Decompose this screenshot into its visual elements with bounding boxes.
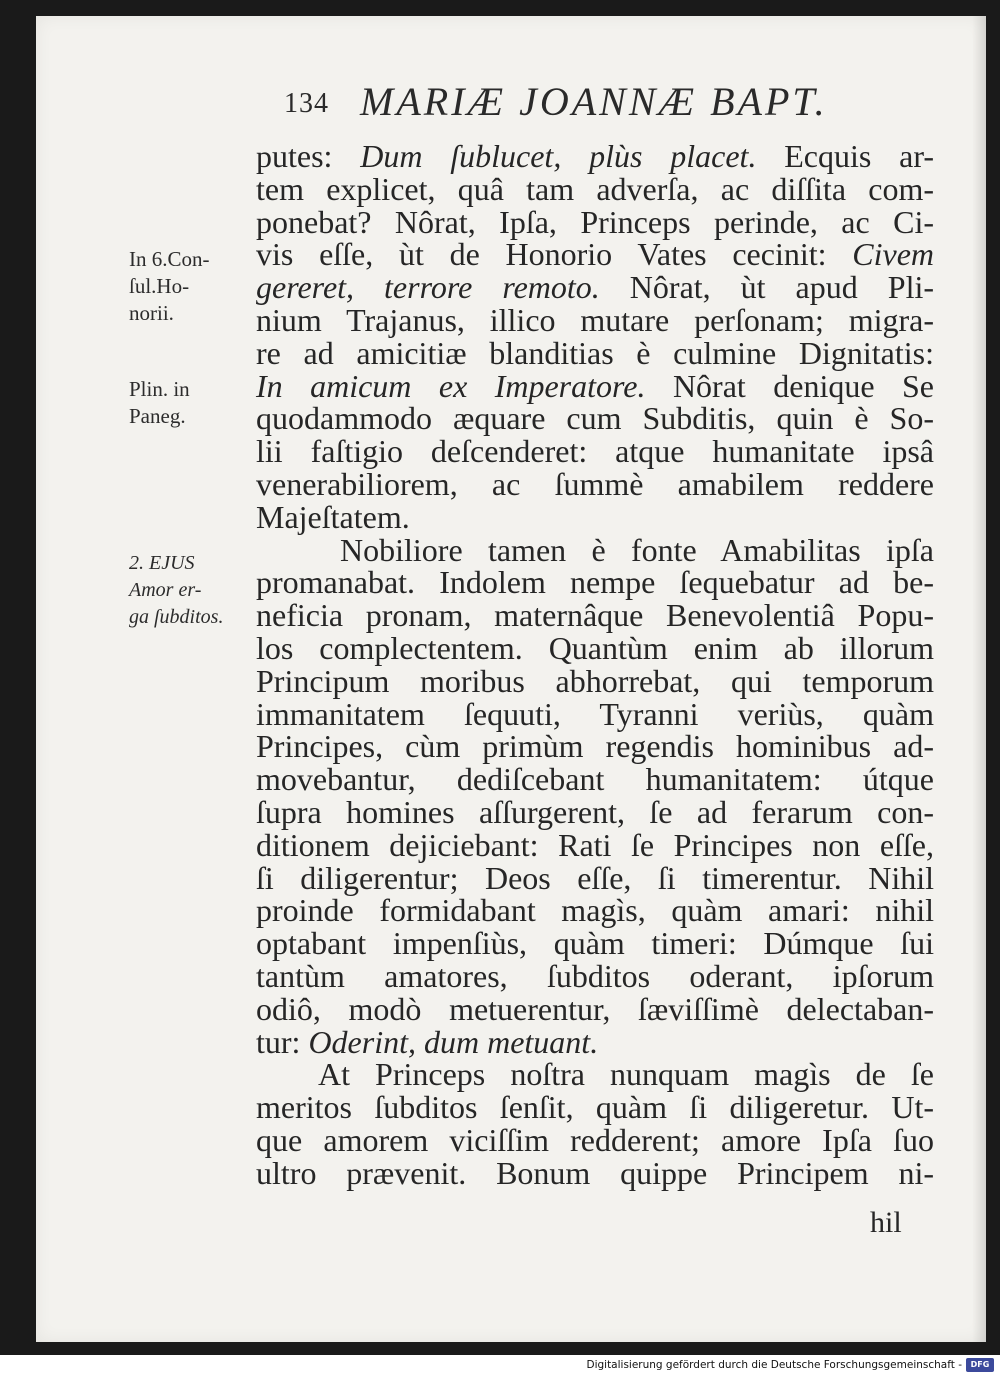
text-line: movebantur, dediſcebant humanitatem: útque	[256, 761, 934, 798]
marginal-note-line: 2. EJUS	[129, 552, 195, 574]
text-line: Principes, cùm primùm regendis hominibus ad-	[256, 728, 934, 765]
marginal-note-line: Amor er-	[129, 579, 202, 601]
text-line: tur: Oderint, dum metuant.	[256, 1023, 599, 1060]
footer-credit-text: Digitalisierung gefördert durch die Deutsche Forschungsgemeinschaft -	[586, 1359, 962, 1371]
catchword: hil	[870, 1206, 902, 1239]
marginal-note-consul-honorii	[129, 246, 210, 327]
text-line: tem explicet, quâ tam adverſa, ac diſſita com-	[256, 170, 934, 207]
marginal-note-plin-paneg	[129, 376, 190, 430]
marginal-note-line: Plin. in	[129, 377, 190, 401]
text-line: quodammodo æquare cum Subditis, quin è So-	[256, 400, 934, 437]
marginal-note-line: ga ſubditos.	[129, 606, 224, 628]
marginal-note-line: norii.	[129, 301, 174, 325]
text-line: re ad amicitiæ blanditias è culmine Dignitatis:	[256, 334, 934, 371]
text-line: tantùm amatores, ſubditos oderant, ipſorum	[256, 957, 934, 994]
text-line: gereret, terrore remoto. Nôrat, ùt apud Pli-	[256, 269, 935, 306]
text-line: Majeſtatem.	[256, 498, 410, 535]
text-line: ditionem dejiciebant: Rati ſe Principes non eſſe,	[256, 826, 934, 863]
text-line: venerabiliorem, ac ſummè amabilem reddere	[256, 465, 934, 502]
text-line: vis eſſe, ùt de Honorio Vates cecinit: Civem	[256, 236, 934, 273]
text-line: los complectentem. Quantùm enim ab illorum	[256, 629, 934, 666]
marginal-note-line: Paneg.	[129, 404, 186, 428]
text-line: proinde formidabant magìs, quàm amari: nihil	[256, 892, 934, 929]
text-line: Principum moribus abhorrebat, qui temporum	[256, 662, 934, 699]
page-number: 134	[284, 88, 329, 119]
text-line: ſupra homines aſſurgerent, ſe ad ferarum con-	[256, 793, 934, 830]
text-line: promanabat. Indolem nempe ſequebatur ad be-	[256, 564, 934, 601]
text-line: In amicum ex Imperatore. Nôrat denique Se	[256, 367, 935, 404]
text-line: ponebat? Nôrat, Ipſa, Princeps perinde, ac Ci-	[256, 203, 934, 240]
text-line: ſi diligerentur; Deos eſſe, ſi timerentur. Nihil	[256, 859, 934, 896]
text-line: lii faſtigio deſcenderet: atque humanitate ipsâ	[256, 433, 934, 470]
text-line: immanitatem ſequuti, Tyranni veriùs, quàm	[256, 695, 934, 732]
text-line: meritos ſubditos ſenſit, quàm ſi diligeretur. Ut-	[256, 1089, 934, 1126]
page-edge-shadow	[972, 16, 986, 1342]
text-line: que amorem viciſſim redderent; amore Ipſa ſuo	[256, 1121, 934, 1158]
text-line: At Princeps noſtra nunquam magìs de ſe	[318, 1056, 934, 1093]
marginal-note-line: ſul.Ho-	[129, 274, 190, 298]
text-line: odiô, modò metuerentur, ſæviſſimè delectaban-	[256, 990, 934, 1027]
text-line: neficia pronam, maternâque Benevolentiâ Popu-	[256, 597, 934, 634]
text-line: ultro prævenit. Bonum quippe Principem ni-	[256, 1154, 934, 1191]
body-text	[256, 140, 934, 1190]
dfg-logo-icon: DFG	[966, 1358, 994, 1372]
text-line: putes: Dum ſublucet, plùs placet. Ecquis ar-	[256, 138, 935, 174]
text-line: nium Trajanus, illico mutare perſonam; migra-	[256, 301, 934, 338]
marginal-note-ejus-amor	[129, 550, 223, 631]
running-head	[246, 78, 866, 128]
running-title: MARIÆ JOANNÆ BAPT.	[360, 79, 828, 124]
marginal-note-line: In 6.Con-	[129, 247, 210, 271]
digitization-footer	[0, 1355, 1000, 1376]
text-line: Nobiliore tamen è fonte Amabilitas ipſa	[340, 531, 934, 568]
text-line: optabant impenſiùs, quàm timeri: Dúmque ſui	[256, 925, 934, 962]
